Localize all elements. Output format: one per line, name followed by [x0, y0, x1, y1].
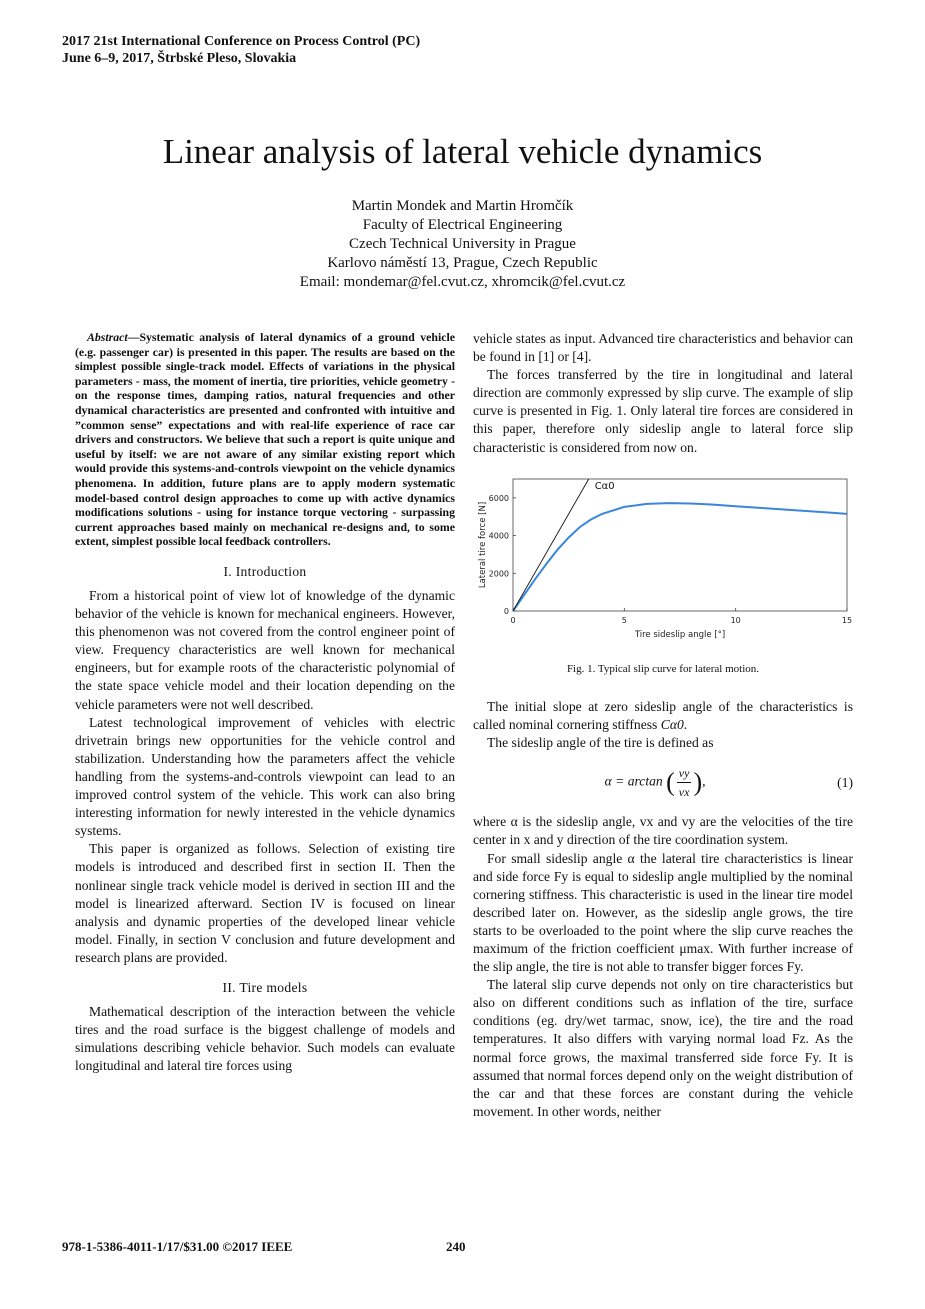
section-heading-tire-models: II. Tire models	[222, 979, 308, 995]
footer-page-number: 240	[446, 1239, 466, 1254]
y-tick-label: 2000	[488, 568, 509, 578]
conference-header	[62, 33, 420, 67]
slope-end: .	[683, 716, 688, 732]
figure-caption: Fig. 1. Typical slip curve for lateral motion.	[566, 662, 760, 675]
conference-name: 2017 21st International Conference on Process Control (PC)	[62, 34, 421, 49]
y-tick-label: 4000	[488, 531, 509, 541]
tire-paragraph-2: The forces transferred by the tire in longitudinal and lateral direction are commonly expressed by slip curve. The example of slip curve is presented in Fig. 1. Only lateral tire forces are considered in this paper, therefore only sideslip angle to lateral force slip characteristic is considered from now on.	[473, 367, 853, 455]
author-address: Karlovo náměstí 13, Prague, Czech Republic	[327, 255, 598, 271]
abstract-label: Abstract	[87, 330, 128, 344]
slip-curve-chart	[473, 471, 853, 651]
y-tick-label: 6000	[488, 493, 509, 503]
slip-curve-line	[513, 503, 847, 611]
cornering-stiffness-symbol: Cα0	[660, 716, 684, 732]
author-block	[0, 197, 925, 292]
small-angle-paragraph: For small sideslip angle α the lateral tire characteristics is linear and side force Fy is equal to sideslip angle multiplied by the nominal cornering stiffness. This characteristic is used in the linear tire model described later on. However, as the sideslip angle grows, the tire starts to be overloaded to the point where the slip curve reaches the maximum of the friction coefficient μmax. With further increase of the slip angle, the tire is not able to transfer bigger forces Fy.	[473, 850, 853, 975]
footer-isbn: 978-1-5386-4011-1/17/$31.00 ©2017 IEEE	[62, 1239, 293, 1254]
right-column	[473, 330, 853, 1121]
intro-paragraph-1: From a historical point of view lot of knowledge of the dynamic behavior of the vehicle is known for mechanical engineers. However, this phenomenon was not covered from the control engineer point of view. Frequency characteristics are well known for mechanical engineers, but for example roots of the characteristic polynomial of the state space vehicle model and their location depending on the vehicle parameters were not well described.	[75, 588, 455, 712]
equation-1: α = arctan ( $\frac{vy}{vx}$ ), (1)	[473, 764, 853, 801]
equation-lhs: α = arctan	[604, 773, 663, 789]
x-axis-label: Tire sideslip angle [°]	[634, 629, 726, 640]
figure-1	[473, 471, 853, 656]
author-university: Czech Technical University in Prague	[349, 236, 576, 252]
slope-text: The initial slope at zero sideslip angle of the characteristics is called nominal cornering stiffness	[473, 698, 853, 732]
abstract	[75, 330, 455, 549]
equation-number: (1)	[837, 774, 853, 790]
section-heading-introduction: I. Introduction	[223, 563, 307, 579]
x-tick-label: 10	[730, 615, 741, 625]
tire-paragraph-1-continued: vehicle states as input. Advanced tire characteristics and behavior can be found in [1] or [4].	[473, 331, 853, 365]
fraction-numerator: vy	[677, 764, 692, 783]
equation-fraction	[677, 764, 692, 801]
y-axis-label: Lateral tire force [N]	[478, 501, 488, 588]
tire-paragraph-1: Mathematical description of the interaction between the vehicle tires and the road surface is the biggest challenge of models and simulations describing vehicle behavior. Such models can evaluate longitudinal and lateral tire forces using	[75, 1004, 455, 1074]
x-tick-label: 0	[510, 615, 516, 625]
author-names: Martin Mondek and Martin Hromčík	[351, 198, 574, 214]
where-paragraph: where α is the sideslip angle, vx and vy are the velocities of the tire center in x and y direction of the tire coordination system.	[473, 814, 853, 848]
author-faculty: Faculty of Electrical Engineering	[362, 217, 563, 233]
cornering-stiffness-line	[513, 479, 589, 611]
left-column	[75, 330, 455, 1075]
intro-paragraph-3: This paper is organized as follows. Selection of existing tire models is introduced and described first in section II. Then the nonlinear single track vehicle model is derived in section III and the model is linearized afterward. Section IV is focused on linear analysis and dynamic properties of the developed linear vehicle model. Finally, in section V conclusion and future development and research plans are provided.	[75, 841, 455, 965]
intro-paragraph-2: Latest technological improvement of vehicles with electric drivetrain brings new opportunities for the vehicle control and stabilization. Understanding how the parameters affect the vehicle handling from the systems-and-controls viewpoint can lead to an improved control system of the vehicle. This work can also bring interesting information for newly interested in the vehicle dynamics systems.	[75, 714, 455, 839]
x-tick-label: 15	[841, 615, 853, 625]
abstract-text: —Systematic analysis of lateral dynamics of a ground vehicle (e.g. passenger car) is presented in this paper. The results are based on the simplest possible single-track model. Effects of variations in the physical parameters - mass, the moment of inertia, tire priorities, vehicle geometry - on the response times, damping ratios, natural frequencies and other dynamical characteristics are presented and confronted with intuitive and ”common sense” expectations and with real-life experience of race car drivers and constructors. We believe that such a report is quite unique and useful by itself: we are not aware of any similar existing report which would provide this systems-and-controls viewpoint on the vehicle dynamics phenomena. In addition, future plans are to apply modern systematic model-based control design approaches to come up with active dynamics modifications solutions - using for instance torque vectoring - surpassing current approaches based mainly on mechanical re-designs and, to some extent, simplest possible local feedback controllers.	[75, 330, 455, 549]
author-email: Email: mondemar@fel.cvut.cz, xhromcik@fel.cvut.cz	[299, 274, 626, 290]
tangent-annotation: Cα0	[594, 480, 615, 492]
y-tick-label: 0	[503, 606, 509, 616]
x-tick-label: 5	[621, 615, 627, 625]
fraction-denominator: vx	[678, 785, 690, 800]
slope-paragraph	[473, 698, 853, 734]
definition-paragraph: The sideslip angle of the tire is defined as	[487, 735, 714, 751]
paper-title: Linear analysis of lateral vehicle dynamics	[162, 132, 763, 171]
conference-date: June 6–9, 2017, Štrbské Pleso, Slovakia	[62, 51, 297, 66]
lateral-curve-paragraph: The lateral slip curve depends not only on tire characteristics but also on different conditions such as inflation of the tire, surface conditions (eg. dry/wet tarmac, snow, ice), the tire and the road temperatures. It also differs with varying normal load Fz. As the normal force grows, the maximal transferred side force Fy. It is assumed that normal forces depend only on the weight distribution of the car and that these forces are constant during the vehicle movement. In other words, neither	[473, 977, 853, 1119]
